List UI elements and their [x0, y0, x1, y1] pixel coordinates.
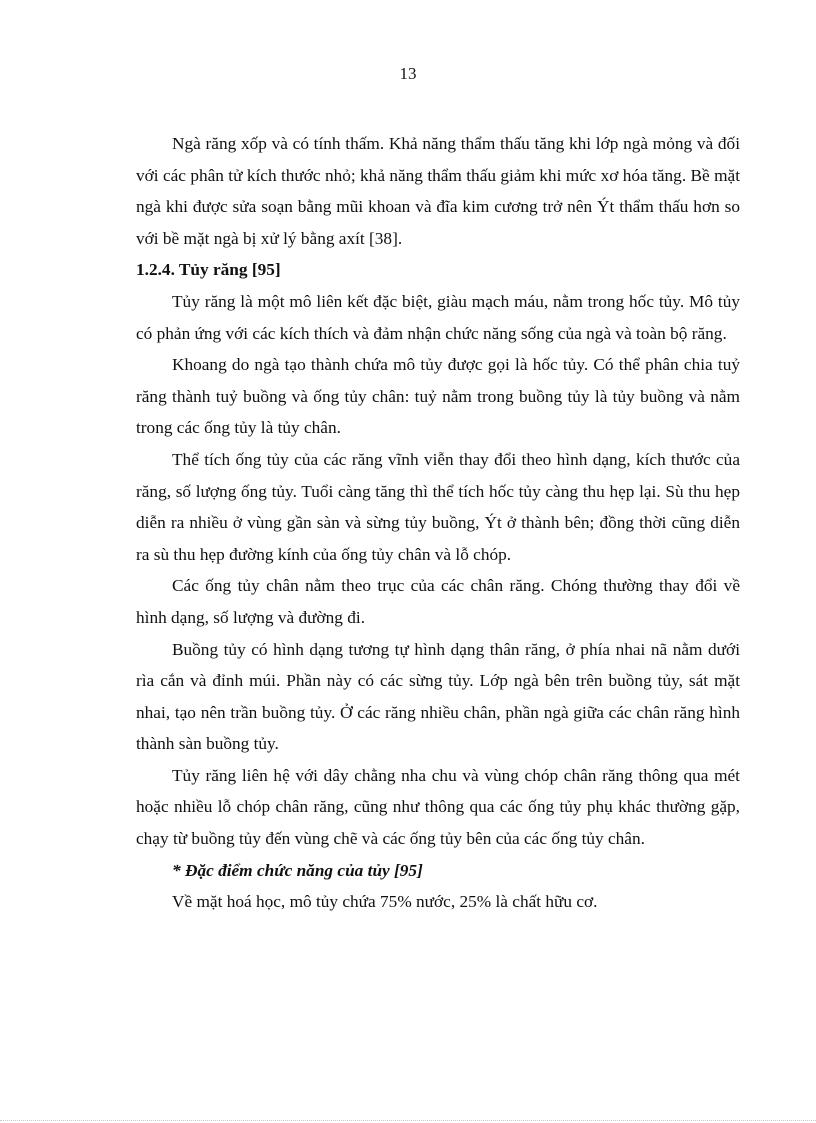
document-body: [136, 128, 740, 918]
paragraph-pulp-chemistry: Về mặt hoá học, mô tủy chứa 75% nước, 25% là chất hữu cơ.: [172, 892, 598, 912]
page-number: 13: [399, 64, 417, 83]
paragraph-pulp-connections: Tủy răng liên hệ với dây chằng nha chu và vùng chóp chân răng thông qua mét hoặc nhiều lỗ chóp chân răng, cũng như thông qua các ống tủy phụ khác thường gặp, chạy từ buồng tủy đến vùng chẽ và các ống tủy bên của các ống tủy chân.: [136, 765, 740, 849]
paragraph-canal-volume: Thể tích ống tủy của các răng vĩnh viễn thay đổi theo hình dạng, kích thước của răng, số lượng ống tủy. Tuổi càng tăng thì thể tích hốc tủy càng thu hẹp lại. Sù thu hẹp diễn ra nhiều ở vùng gần sàn và sừng tủy buồng, Ýt ở thành bên; đồng thời cũng diễn ra sù thu hẹp đường kính của ống tủy chân và lỗ chóp.: [136, 449, 740, 564]
paragraph-pulp-chamber: Khoang do ngà tạo thành chứa mô tủy được gọi là hốc tủy. Có thể phân chia tuỷ răng thành tuỷ buồng và ống tủy chân: tuỷ nằm trong buồng tủy là tủy buồng và nằm trong các ống tủy là tủy chân.: [136, 355, 740, 438]
paragraph-pulp-shape: Buồng tủy có hình dạng tương tự hình dạng thân răng, ở phía nhai nã nằm dưới rìa cắn và đỉnh múi. Phần này có các sừng tủy. Lớp ngà bên trên buồng tủy, sát mặt nhai, tạo nên trần buồng tủy. Ở các răng nhiều chân, phần ngà giữa các chân răng hình thành sàn buồng tủy.: [136, 639, 740, 754]
paragraph-pulp-definition: Tủy răng là một mô liên kết đặc biệt, giàu mạch máu, nằm trong hốc tủy. Mô tủy có phản ứng với các kích thích và đảm nhận chức năng sống của ngà và toàn bộ răng.: [136, 291, 740, 343]
section-heading: 1.2.4. Tủy răng [95]: [136, 260, 281, 280]
paragraph-dentin-permeability: Ngà răng xốp và có tính thấm. Khả năng thẩm thấu tăng khi lớp ngà mỏng và đối với các phân tử kích thước nhỏ; khả năng thẩm thấu giảm khi mức xơ hóa tăng. Bề mặt ngà khi được sửa soạn bằng mũi khoan và đĩa kim cương trở nên Ýt thẩm thấu hơn so với bề mặt ngà bị xử lý bằng axít [38].: [136, 134, 740, 248]
paragraph-root-canals: Các ống tủy chân nằm theo trục của các chân răng. Chóng thường thay đổi về hình dạng, số lượng và đường đi.: [136, 576, 740, 627]
subheading-pulp-function: * Đặc điểm chức năng của tủy [95]: [172, 860, 423, 880]
page-bottom-rule: [0, 1120, 816, 1121]
